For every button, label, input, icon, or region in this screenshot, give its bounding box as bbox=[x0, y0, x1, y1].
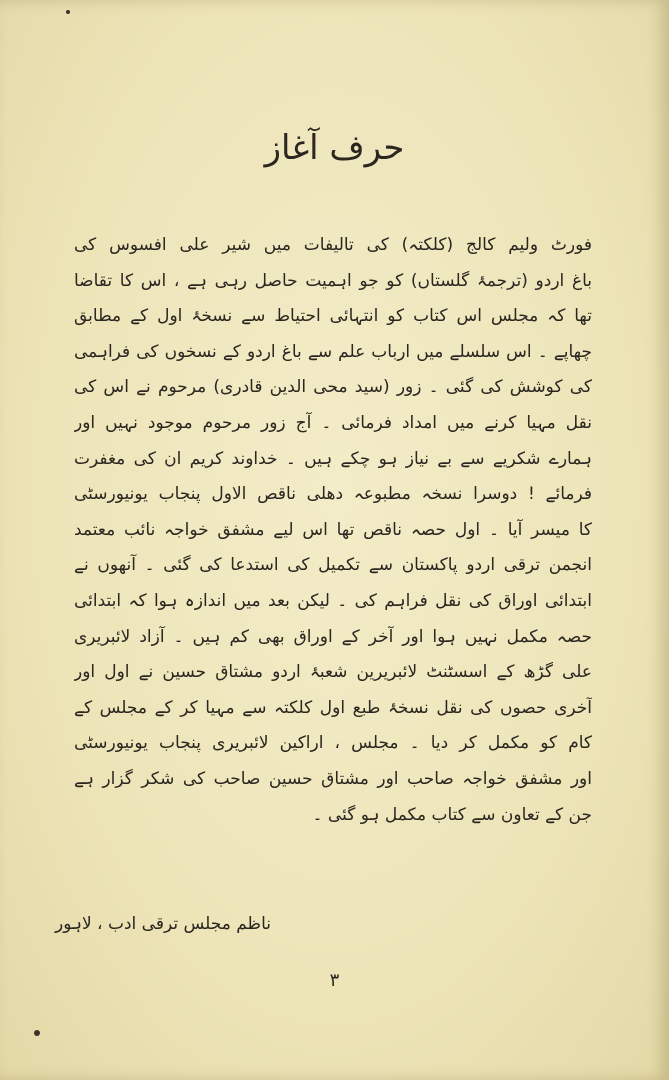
paragraph-line: علی گڑھ کے اسسٹنٹ لائبریرین شعبۂ اردو مشتاق حسین نے اول اور bbox=[74, 662, 592, 683]
paragraph-line: باغ اردو (ترجمۂ گلستاں) کو جو اہمیت حاصل رہی ہے ، اس کا تقاضا bbox=[74, 270, 592, 291]
page-title: حرف آغاز bbox=[264, 128, 405, 168]
paragraph-line: اور مشفق خواجہ صاحب اور مشتاق حسین صاحب کی شکر گزار ہے bbox=[74, 768, 592, 789]
paragraph-line: انجمن ترقی اردو پاکستان سے تکمیل کی استدعا کی گئی ۔ آنھوں نے bbox=[74, 555, 592, 576]
paragraph-line: جن کے تعاون سے کتاب مکمل ہو گئی ۔ bbox=[312, 804, 592, 825]
paragraph-line: کی کوشش کی گئی ۔ زور (سید محی الدین قادری) مرحوم نے اس کی bbox=[74, 377, 592, 398]
paragraph-line: تھا کہ مجلس اس کتاب کو انتہائی احتیاط سے نسخۂ اول کے مطابق bbox=[74, 306, 592, 327]
paragraph-line: نقل مہیا کرنے میں امداد فرمائی ۔ آج زور مرحوم موجود نہیں اور bbox=[74, 412, 592, 433]
paragraph-line: چھاپے ۔ اس سلسلے میں ارباب علم سے باغ اردو کے نسخوں کی فراہمی bbox=[74, 341, 592, 362]
paragraph-line: کا میسر آیا ۔ اول حصہ ناقص تھا اس لیے مشفق خواجہ نائب معتمد bbox=[74, 519, 592, 540]
ink-speck-top bbox=[66, 10, 70, 14]
paragraph-line: فرمائے ! دوسرا نسخہ مطبوعہ دھلی ناقص الاول پنجاب یونیورسٹی bbox=[74, 484, 592, 505]
paragraph-line: فورٹ ولیم کالج (کلکتہ) کی تالیفات میں شیر علی افسوس کی bbox=[74, 235, 592, 255]
page-number: ۳ bbox=[329, 970, 340, 991]
signature: ناظم مجلس ترقی ادب ، لاہور bbox=[55, 914, 271, 934]
paragraph-line: آخری حصوں کی نقل نسخۂ طبع اول کلکتہ سے مہیا کر کے مجلس کے bbox=[74, 697, 592, 718]
preface-paragraph bbox=[74, 228, 592, 833]
paragraph-line: ابتدائی اوراق کی نقل فراہم کی ۔ لیکن بعد میں اندازہ ہوا کہ ابتدائی bbox=[74, 590, 592, 611]
ink-speck-bottom bbox=[34, 1030, 40, 1036]
paragraph-line: کام کو مکمل کر دیا ۔ مجلس ، اراکین لائبریری پنجاب یونیورسٹی bbox=[74, 733, 592, 754]
paragraph-line: حصہ مکمل نہیں ہوا اور آخر کے اوراق بھی کم ہیں ۔ آزاد لائبریری bbox=[74, 626, 592, 647]
paragraph-line: ہمارے شکریے سے بے نیاز ہو چکے ہیں ۔ خداوند کریم ان کی مغفرت bbox=[74, 448, 592, 469]
